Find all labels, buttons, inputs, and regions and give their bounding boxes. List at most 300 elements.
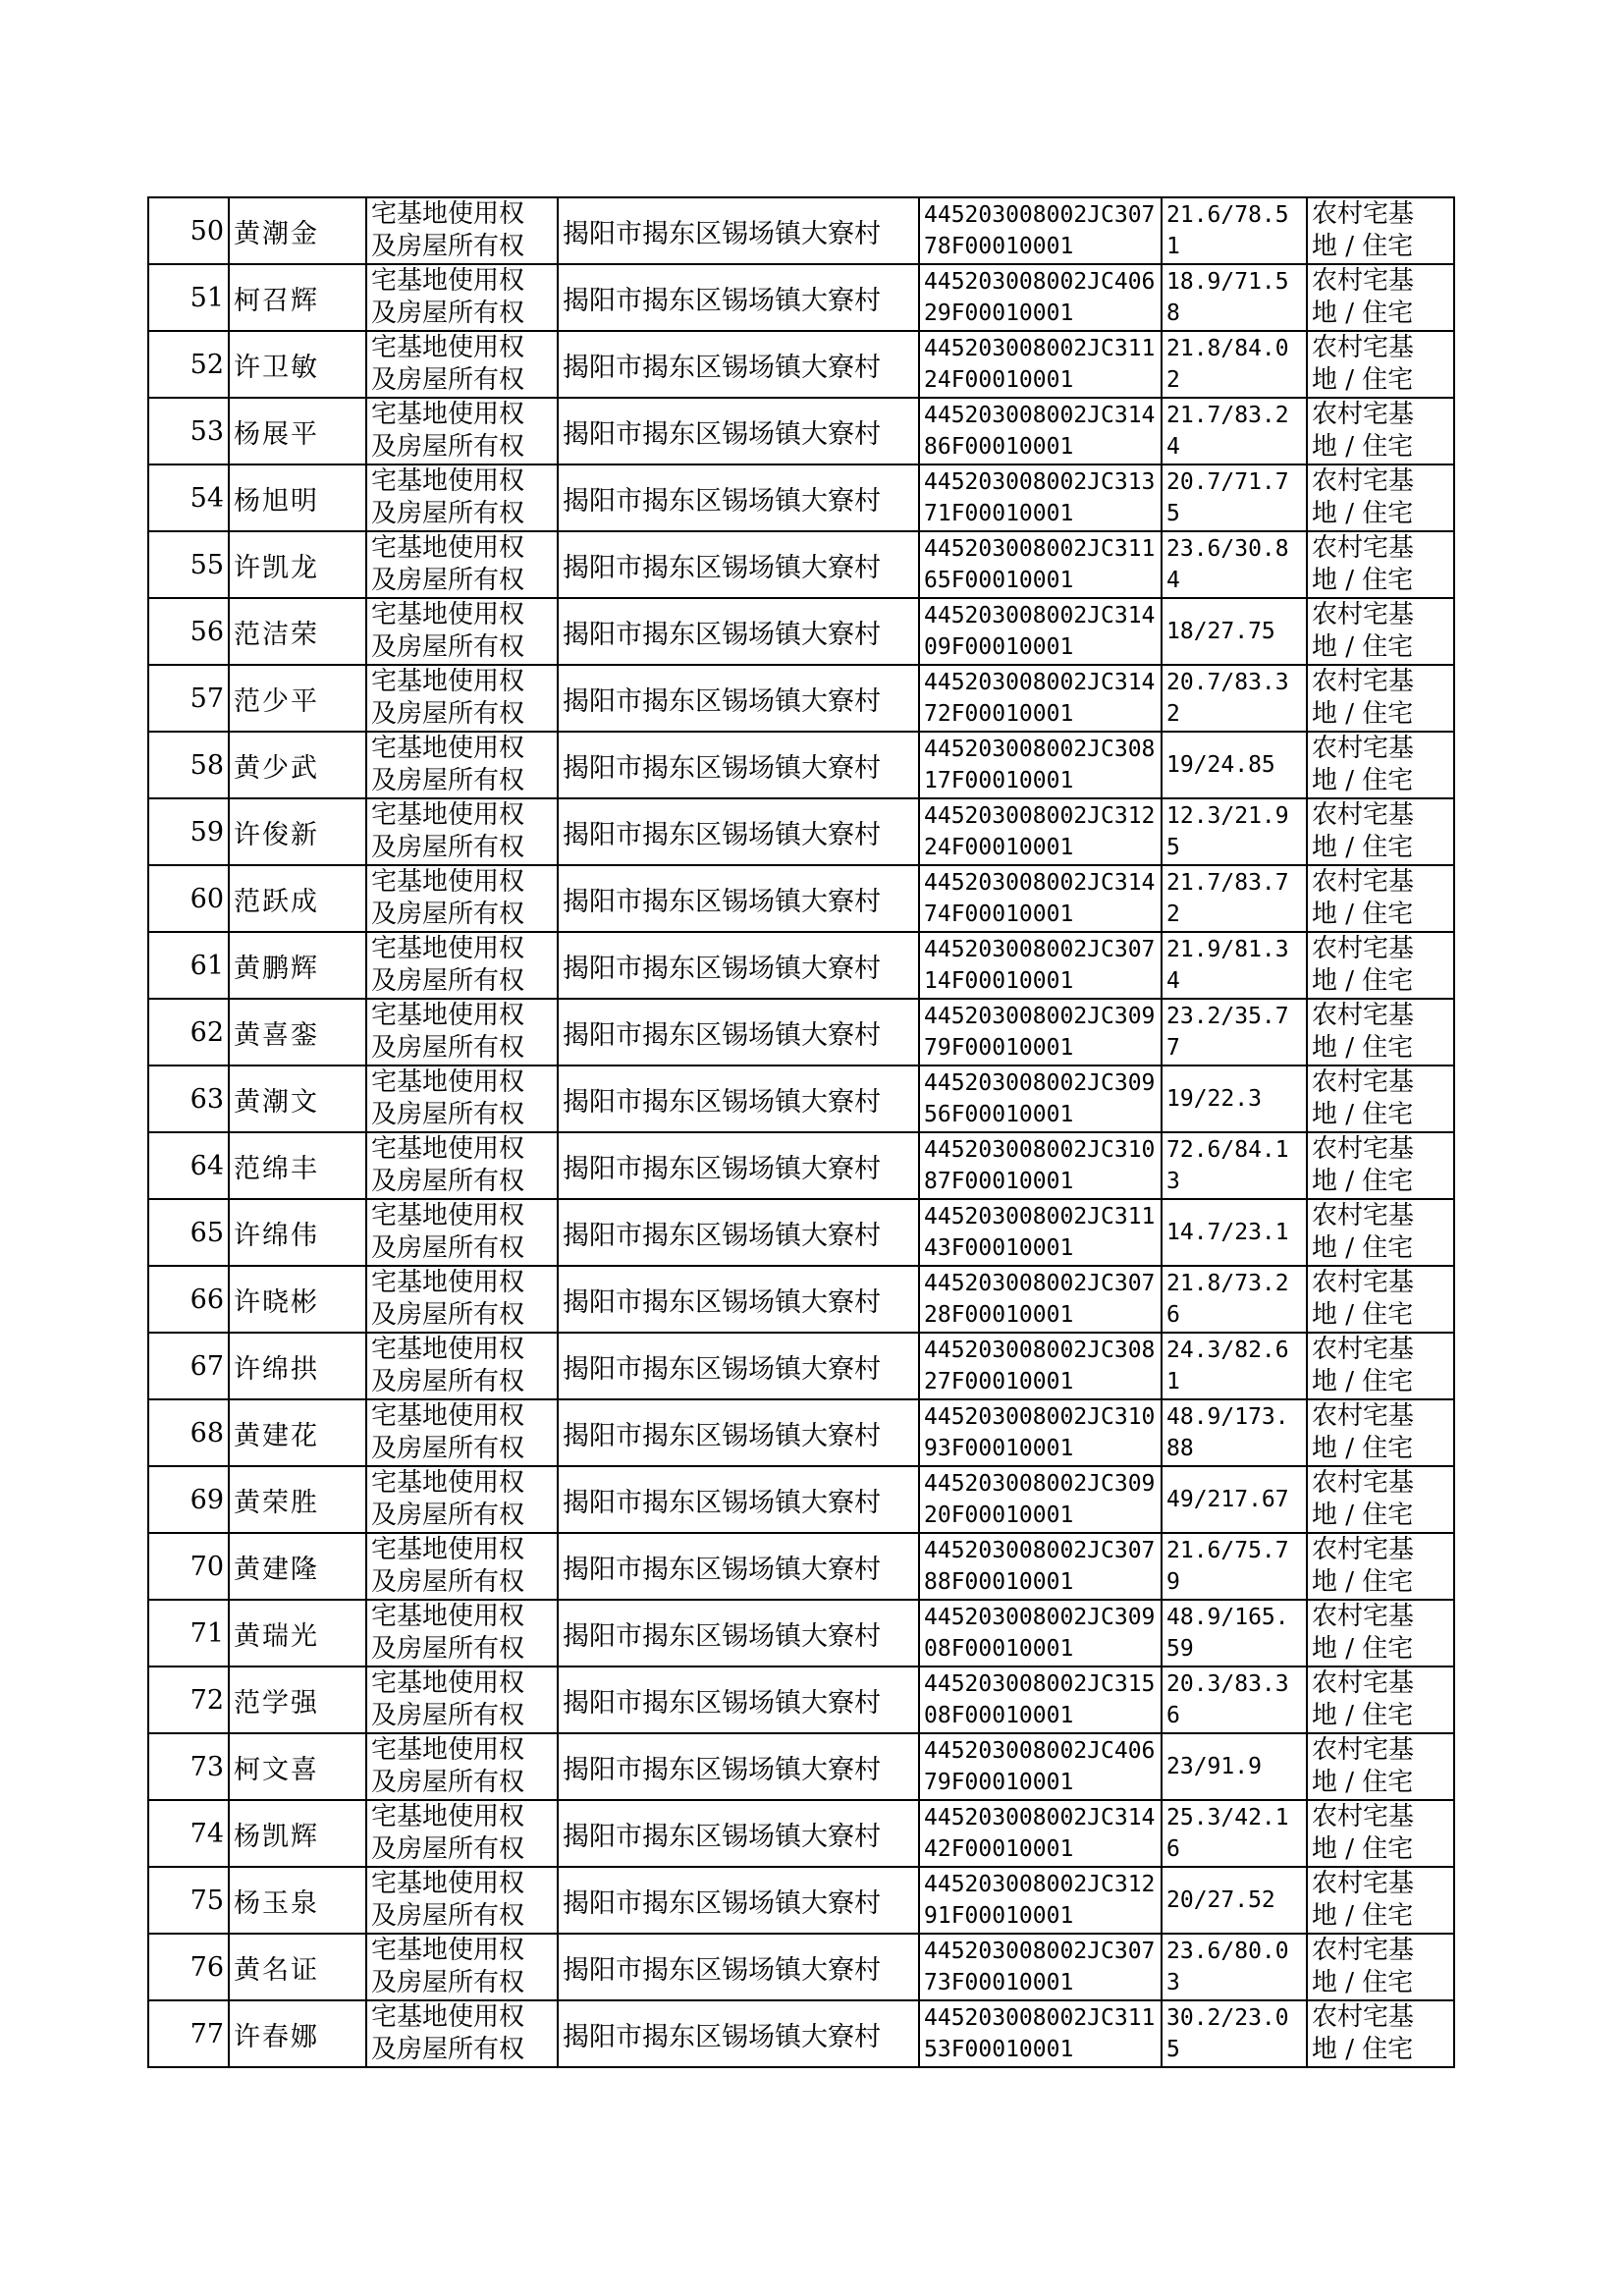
land-use — [1307, 2000, 1454, 2067]
property-code: 445203008002JC30979F00010001 — [919, 999, 1162, 1066]
table-row — [148, 798, 1454, 865]
land-use-line-1: 农村宅基 — [1312, 800, 1415, 830]
land-use — [1307, 264, 1454, 331]
location: 揭阳市揭东区锡场镇大寮村 — [558, 732, 919, 798]
location: 揭阳市揭东区锡场镇大寮村 — [558, 1466, 919, 1533]
owner-name: 范洁荣 — [229, 598, 366, 665]
owner-name: 黄荣胜 — [229, 1466, 366, 1533]
owner-name: 许春娜 — [229, 2000, 366, 2067]
owner-name: 杨旭明 — [229, 464, 366, 531]
location: 揭阳市揭东区锡场镇大寮村 — [558, 197, 919, 264]
right-type-line-1: 宅基地使用权 — [371, 533, 525, 563]
area-value: 20.3/83.36 — [1162, 1667, 1307, 1733]
right-type-line-2: 及房屋所有权 — [371, 966, 525, 996]
right-type — [366, 1266, 558, 1333]
right-type-line-2: 及房屋所有权 — [371, 632, 525, 662]
location: 揭阳市揭东区锡场镇大寮村 — [558, 1333, 919, 1399]
land-use-line-1: 农村宅基 — [1312, 1401, 1415, 1431]
location: 揭阳市揭东区锡场镇大寮村 — [558, 1934, 919, 2000]
land-use-line-2: 地 / 住宅 — [1312, 766, 1414, 795]
location: 揭阳市揭东区锡场镇大寮村 — [558, 1066, 919, 1132]
right-type — [366, 1466, 558, 1533]
land-use-line-2: 地 / 住宅 — [1312, 1567, 1414, 1597]
location: 揭阳市揭东区锡场镇大寮村 — [558, 1132, 919, 1199]
land-use — [1307, 1867, 1454, 1934]
right-type-line-1: 宅基地使用权 — [371, 1201, 525, 1230]
right-type — [366, 1667, 558, 1733]
right-type-line-1: 宅基地使用权 — [371, 1535, 525, 1564]
right-type-line-1: 宅基地使用权 — [371, 1468, 525, 1498]
area-value: 23/91.9 — [1162, 1733, 1307, 1800]
owner-name: 范跃成 — [229, 865, 366, 932]
land-use — [1307, 1800, 1454, 1867]
right-type-line-2: 及房屋所有权 — [371, 900, 525, 929]
land-use — [1307, 1199, 1454, 1266]
land-use-line-1: 农村宅基 — [1312, 1268, 1415, 1297]
row-number: 51 — [148, 264, 229, 331]
right-type — [366, 398, 558, 464]
land-use — [1307, 1333, 1454, 1399]
property-code: 445203008002JC31143F00010001 — [919, 1199, 1162, 1266]
land-use-line-2: 地 / 住宅 — [1312, 566, 1414, 595]
right-type-line-2: 及房屋所有权 — [371, 232, 525, 261]
right-type-line-2: 及房屋所有权 — [371, 566, 525, 595]
right-type — [366, 264, 558, 331]
area-value: 25.3/42.16 — [1162, 1800, 1307, 1867]
property-code: 445203008002JC31508F00010001 — [919, 1667, 1162, 1733]
land-use-line-1: 农村宅基 — [1312, 1668, 1415, 1698]
property-code: 445203008002JC30728F00010001 — [919, 1266, 1162, 1333]
location: 揭阳市揭东区锡场镇大寮村 — [558, 1399, 919, 1466]
right-type-line-1: 宅基地使用权 — [371, 800, 525, 830]
land-use — [1307, 598, 1454, 665]
land-use-line-2: 地 / 住宅 — [1312, 365, 1414, 395]
owner-name: 杨展平 — [229, 398, 366, 464]
row-number: 72 — [148, 1667, 229, 1733]
right-type — [366, 1800, 558, 1867]
right-type — [366, 1066, 558, 1132]
property-code: 445203008002JC31087F00010001 — [919, 1132, 1162, 1199]
area-value: 19/24.85 — [1162, 732, 1307, 798]
right-type-line-2: 及房屋所有权 — [371, 1567, 525, 1597]
property-code: 445203008002JC30773F00010001 — [919, 1934, 1162, 2000]
land-use-line-1: 农村宅基 — [1312, 1201, 1415, 1230]
owner-name: 许俊新 — [229, 798, 366, 865]
right-type-line-1: 宅基地使用权 — [371, 867, 525, 897]
right-type-line-1: 宅基地使用权 — [371, 1268, 525, 1297]
land-use — [1307, 932, 1454, 999]
property-code: 445203008002JC30920F00010001 — [919, 1466, 1162, 1533]
land-use-line-2: 地 / 住宅 — [1312, 299, 1414, 328]
right-type — [366, 1600, 558, 1667]
location: 揭阳市揭东区锡场镇大寮村 — [558, 1266, 919, 1333]
area-value: 21.7/83.72 — [1162, 865, 1307, 932]
area-value: 20.7/71.75 — [1162, 464, 1307, 531]
area-value: 23.6/30.84 — [1162, 531, 1307, 598]
right-type-line-1: 宅基地使用权 — [371, 199, 525, 229]
property-code: 445203008002JC30788F00010001 — [919, 1533, 1162, 1600]
row-number: 68 — [148, 1399, 229, 1466]
row-number: 77 — [148, 2000, 229, 2067]
property-code: 445203008002JC31165F00010001 — [919, 531, 1162, 598]
land-use — [1307, 798, 1454, 865]
land-use-line-2: 地 / 住宅 — [1312, 499, 1414, 528]
right-type-line-1: 宅基地使用权 — [371, 400, 525, 429]
area-value: 21.8/73.26 — [1162, 1266, 1307, 1333]
row-number: 55 — [148, 531, 229, 598]
right-type — [366, 331, 558, 398]
land-use — [1307, 197, 1454, 264]
right-type-line-1: 宅基地使用权 — [371, 1067, 525, 1097]
land-use-line-2: 地 / 住宅 — [1312, 1901, 1414, 1931]
land-use-line-2: 地 / 住宅 — [1312, 2035, 1414, 2064]
area-value: 20.7/83.32 — [1162, 665, 1307, 732]
right-type-line-2: 及房屋所有权 — [371, 1233, 525, 1263]
right-type-line-1: 宅基地使用权 — [371, 1602, 525, 1631]
right-type — [366, 999, 558, 1066]
land-use — [1307, 1600, 1454, 1667]
right-type — [366, 1399, 558, 1466]
right-type — [366, 464, 558, 531]
area-value: 48.9/165.59 — [1162, 1600, 1307, 1667]
land-use — [1307, 464, 1454, 531]
right-type — [366, 865, 558, 932]
registry-table — [147, 196, 1455, 2068]
row-number: 53 — [148, 398, 229, 464]
area-value: 24.3/82.61 — [1162, 1333, 1307, 1399]
right-type — [366, 665, 558, 732]
row-number: 58 — [148, 732, 229, 798]
area-value: 20/27.52 — [1162, 1867, 1307, 1934]
land-use-line-1: 农村宅基 — [1312, 1134, 1415, 1164]
land-use-line-1: 农村宅基 — [1312, 1936, 1415, 1965]
land-use-line-1: 农村宅基 — [1312, 1869, 1415, 1898]
land-use-line-2: 地 / 住宅 — [1312, 1768, 1414, 1797]
location: 揭阳市揭东区锡场镇大寮村 — [558, 331, 919, 398]
owner-name: 许绵拱 — [229, 1333, 366, 1399]
row-number: 52 — [148, 331, 229, 398]
land-use — [1307, 331, 1454, 398]
table-row — [148, 598, 1454, 665]
right-type-line-1: 宅基地使用权 — [371, 1134, 525, 1164]
land-use-line-1: 农村宅基 — [1312, 1802, 1415, 1831]
right-type-line-1: 宅基地使用权 — [371, 667, 525, 696]
right-type-line-1: 宅基地使用权 — [371, 1802, 525, 1831]
land-use-line-1: 农村宅基 — [1312, 1067, 1415, 1097]
property-code: 445203008002JC31153F00010001 — [919, 2000, 1162, 2067]
registry-table-body — [148, 197, 1454, 2067]
location: 揭阳市揭东区锡场镇大寮村 — [558, 598, 919, 665]
land-use — [1307, 1733, 1454, 1800]
land-use-line-2: 地 / 住宅 — [1312, 232, 1414, 261]
land-use-line-2: 地 / 住宅 — [1312, 1367, 1414, 1396]
land-use-line-2: 地 / 住宅 — [1312, 1968, 1414, 1997]
location: 揭阳市揭东区锡场镇大寮村 — [558, 531, 919, 598]
land-use-line-2: 地 / 住宅 — [1312, 966, 1414, 996]
property-code: 445203008002JC31486F00010001 — [919, 398, 1162, 464]
owner-name: 黄建隆 — [229, 1533, 366, 1600]
location: 揭阳市揭东区锡场镇大寮村 — [558, 798, 919, 865]
land-use-line-2: 地 / 住宅 — [1312, 1634, 1414, 1664]
land-use-line-1: 农村宅基 — [1312, 934, 1415, 963]
right-type — [366, 531, 558, 598]
land-use — [1307, 531, 1454, 598]
land-use-line-1: 农村宅基 — [1312, 667, 1415, 696]
right-type-line-2: 及房屋所有权 — [371, 2035, 525, 2064]
right-type-line-1: 宅基地使用权 — [371, 734, 525, 763]
owner-name: 黄名证 — [229, 1934, 366, 2000]
land-use — [1307, 665, 1454, 732]
property-code: 445203008002JC31474F00010001 — [919, 865, 1162, 932]
table-row — [148, 1199, 1454, 1266]
property-code: 445203008002JC40679F00010001 — [919, 1733, 1162, 1800]
right-type-line-2: 及房屋所有权 — [371, 766, 525, 795]
right-type — [366, 1132, 558, 1199]
land-use-line-1: 农村宅基 — [1312, 2002, 1415, 2032]
owner-name: 范学强 — [229, 1667, 366, 1733]
right-type-line-1: 宅基地使用权 — [371, 333, 525, 362]
right-type — [366, 1333, 558, 1399]
right-type-line-2: 及房屋所有权 — [371, 1167, 525, 1196]
location: 揭阳市揭东区锡场镇大寮村 — [558, 999, 919, 1066]
owner-name: 黄少武 — [229, 732, 366, 798]
right-type-line-1: 宅基地使用权 — [371, 1668, 525, 1698]
area-value: 12.3/21.95 — [1162, 798, 1307, 865]
row-number: 76 — [148, 1934, 229, 2000]
land-use-line-1: 农村宅基 — [1312, 1735, 1415, 1765]
table-row — [148, 1266, 1454, 1333]
right-type-line-2: 及房屋所有权 — [371, 1300, 525, 1330]
row-number: 63 — [148, 1066, 229, 1132]
table-row — [148, 865, 1454, 932]
property-code: 445203008002JC30714F00010001 — [919, 932, 1162, 999]
right-type — [366, 932, 558, 999]
row-number: 66 — [148, 1266, 229, 1333]
location: 揭阳市揭东区锡场镇大寮村 — [558, 398, 919, 464]
right-type-line-2: 及房屋所有权 — [371, 1634, 525, 1664]
owner-name: 杨凯辉 — [229, 1800, 366, 1867]
row-number: 54 — [148, 464, 229, 531]
property-code: 445203008002JC40629F00010001 — [919, 264, 1162, 331]
location: 揭阳市揭东区锡场镇大寮村 — [558, 865, 919, 932]
table-row — [148, 1733, 1454, 1800]
land-use-line-1: 农村宅基 — [1312, 199, 1415, 229]
table-row — [148, 264, 1454, 331]
owner-name: 黄鹏辉 — [229, 932, 366, 999]
table-row — [148, 1333, 1454, 1399]
land-use-line-2: 地 / 住宅 — [1312, 900, 1414, 929]
location: 揭阳市揭东区锡场镇大寮村 — [558, 2000, 919, 2067]
land-use-line-2: 地 / 住宅 — [1312, 1300, 1414, 1330]
land-use-line-1: 农村宅基 — [1312, 466, 1415, 496]
property-code: 445203008002JC31442F00010001 — [919, 1800, 1162, 1867]
right-type-line-2: 及房屋所有权 — [371, 1768, 525, 1797]
row-number: 59 — [148, 798, 229, 865]
table-row — [148, 1066, 1454, 1132]
location: 揭阳市揭东区锡场镇大寮村 — [558, 464, 919, 531]
table-row — [148, 1600, 1454, 1667]
land-use — [1307, 1667, 1454, 1733]
land-use-line-1: 农村宅基 — [1312, 600, 1415, 629]
right-type-line-2: 及房屋所有权 — [371, 1434, 525, 1463]
right-type-line-1: 宅基地使用权 — [371, 466, 525, 496]
owner-name: 柯召辉 — [229, 264, 366, 331]
location: 揭阳市揭东区锡场镇大寮村 — [558, 264, 919, 331]
area-value: 21.8/84.02 — [1162, 331, 1307, 398]
table-row — [148, 1466, 1454, 1533]
right-type-line-1: 宅基地使用权 — [371, 2002, 525, 2032]
property-code: 445203008002JC30956F00010001 — [919, 1066, 1162, 1132]
right-type-line-2: 及房屋所有权 — [371, 1701, 525, 1730]
area-value: 18.9/71.58 — [1162, 264, 1307, 331]
owner-name: 许卫敏 — [229, 331, 366, 398]
row-number: 60 — [148, 865, 229, 932]
area-value: 21.9/81.34 — [1162, 932, 1307, 999]
area-value: 14.7/23.1 — [1162, 1199, 1307, 1266]
area-value: 21.7/83.24 — [1162, 398, 1307, 464]
row-number: 62 — [148, 999, 229, 1066]
right-type-line-2: 及房屋所有权 — [371, 1501, 525, 1530]
area-value: 23.2/35.77 — [1162, 999, 1307, 1066]
property-code: 445203008002JC31371F00010001 — [919, 464, 1162, 531]
row-number: 73 — [148, 1733, 229, 1800]
property-code: 445203008002JC30908F00010001 — [919, 1600, 1162, 1667]
right-type-line-2: 及房屋所有权 — [371, 365, 525, 395]
owner-name: 许绵伟 — [229, 1199, 366, 1266]
right-type — [366, 798, 558, 865]
right-type-line-2: 及房屋所有权 — [371, 833, 525, 862]
property-code: 445203008002JC31093F00010001 — [919, 1399, 1162, 1466]
right-type-line-1: 宅基地使用权 — [371, 1401, 525, 1431]
owner-name: 范绵丰 — [229, 1132, 366, 1199]
land-use — [1307, 1266, 1454, 1333]
right-type-line-1: 宅基地使用权 — [371, 1335, 525, 1364]
land-use-line-2: 地 / 住宅 — [1312, 1434, 1414, 1463]
right-type-line-2: 及房屋所有权 — [371, 699, 525, 729]
land-use-line-2: 地 / 住宅 — [1312, 632, 1414, 662]
land-use-line-2: 地 / 住宅 — [1312, 1501, 1414, 1530]
land-use — [1307, 999, 1454, 1066]
land-use-line-1: 农村宅基 — [1312, 533, 1415, 563]
area-value: 72.6/84.13 — [1162, 1132, 1307, 1199]
property-code: 445203008002JC30817F00010001 — [919, 732, 1162, 798]
table-row — [148, 531, 1454, 598]
right-type-line-2: 及房屋所有权 — [371, 432, 525, 462]
location: 揭阳市揭东区锡场镇大寮村 — [558, 1800, 919, 1867]
owner-name: 黄建花 — [229, 1399, 366, 1466]
right-type — [366, 1867, 558, 1934]
property-code: 445203008002JC31224F00010001 — [919, 798, 1162, 865]
land-use-line-2: 地 / 住宅 — [1312, 833, 1414, 862]
location: 揭阳市揭东区锡场镇大寮村 — [558, 1867, 919, 1934]
land-use-line-1: 农村宅基 — [1312, 1535, 1415, 1564]
area-value: 49/217.67 — [1162, 1466, 1307, 1533]
area-value: 21.6/75.79 — [1162, 1533, 1307, 1600]
right-type — [366, 1733, 558, 1800]
area-value: 21.6/78.51 — [1162, 197, 1307, 264]
location: 揭阳市揭东区锡场镇大寮村 — [558, 665, 919, 732]
property-code: 445203008002JC31409F00010001 — [919, 598, 1162, 665]
location: 揭阳市揭东区锡场镇大寮村 — [558, 932, 919, 999]
right-type-line-1: 宅基地使用权 — [371, 1735, 525, 1765]
land-use-line-2: 地 / 住宅 — [1312, 1100, 1414, 1129]
land-use-line-2: 地 / 住宅 — [1312, 432, 1414, 462]
table-row — [148, 1667, 1454, 1733]
table-row — [148, 464, 1454, 531]
owner-name: 黄瑞光 — [229, 1600, 366, 1667]
owner-name: 柯文喜 — [229, 1733, 366, 1800]
land-use — [1307, 1934, 1454, 2000]
table-row — [148, 1800, 1454, 1867]
location: 揭阳市揭东区锡场镇大寮村 — [558, 1733, 919, 1800]
table-row — [148, 732, 1454, 798]
right-type-line-2: 及房屋所有权 — [371, 1968, 525, 1997]
land-use — [1307, 865, 1454, 932]
right-type-line-2: 及房屋所有权 — [371, 1834, 525, 1864]
right-type — [366, 1533, 558, 1600]
land-use-line-1: 农村宅基 — [1312, 1602, 1415, 1631]
land-use — [1307, 1399, 1454, 1466]
table-row — [148, 999, 1454, 1066]
right-type — [366, 1934, 558, 2000]
land-use-line-2: 地 / 住宅 — [1312, 1834, 1414, 1864]
row-number: 75 — [148, 1867, 229, 1934]
land-use-line-1: 农村宅基 — [1312, 734, 1415, 763]
table-row — [148, 1867, 1454, 1934]
right-type-line-2: 及房屋所有权 — [371, 1367, 525, 1396]
right-type-line-1: 宅基地使用权 — [371, 1869, 525, 1898]
land-use-line-2: 地 / 住宅 — [1312, 1033, 1414, 1063]
row-number: 65 — [148, 1199, 229, 1266]
row-number: 69 — [148, 1466, 229, 1533]
location: 揭阳市揭东区锡场镇大寮村 — [558, 1667, 919, 1733]
land-use-line-1: 农村宅基 — [1312, 1001, 1415, 1030]
owner-name: 许凯龙 — [229, 531, 366, 598]
area-value: 23.6/80.03 — [1162, 1934, 1307, 2000]
land-use-line-1: 农村宅基 — [1312, 400, 1415, 429]
table-row — [148, 1934, 1454, 2000]
right-type — [366, 2000, 558, 2067]
table-row — [148, 665, 1454, 732]
land-use — [1307, 1132, 1454, 1199]
row-number: 74 — [148, 1800, 229, 1867]
right-type-line-2: 及房屋所有权 — [371, 1100, 525, 1129]
land-use-line-2: 地 / 住宅 — [1312, 1167, 1414, 1196]
right-type-line-1: 宅基地使用权 — [371, 934, 525, 963]
right-type-line-2: 及房屋所有权 — [371, 299, 525, 328]
location: 揭阳市揭东区锡场镇大寮村 — [558, 1199, 919, 1266]
row-number: 70 — [148, 1533, 229, 1600]
land-use-line-1: 农村宅基 — [1312, 266, 1415, 296]
land-use-line-2: 地 / 住宅 — [1312, 1233, 1414, 1263]
row-number: 61 — [148, 932, 229, 999]
table-row — [148, 1399, 1454, 1466]
right-type-line-1: 宅基地使用权 — [371, 266, 525, 296]
area-value: 30.2/23.05 — [1162, 2000, 1307, 2067]
land-use — [1307, 398, 1454, 464]
table-row — [148, 2000, 1454, 2067]
row-number: 67 — [148, 1333, 229, 1399]
right-type-line-2: 及房屋所有权 — [371, 1033, 525, 1063]
row-number: 57 — [148, 665, 229, 732]
right-type — [366, 598, 558, 665]
property-code: 445203008002JC30778F00010001 — [919, 197, 1162, 264]
property-code: 445203008002JC31472F00010001 — [919, 665, 1162, 732]
table-row — [148, 1132, 1454, 1199]
right-type — [366, 197, 558, 264]
right-type-line-2: 及房屋所有权 — [371, 499, 525, 528]
owner-name: 黄潮文 — [229, 1066, 366, 1132]
